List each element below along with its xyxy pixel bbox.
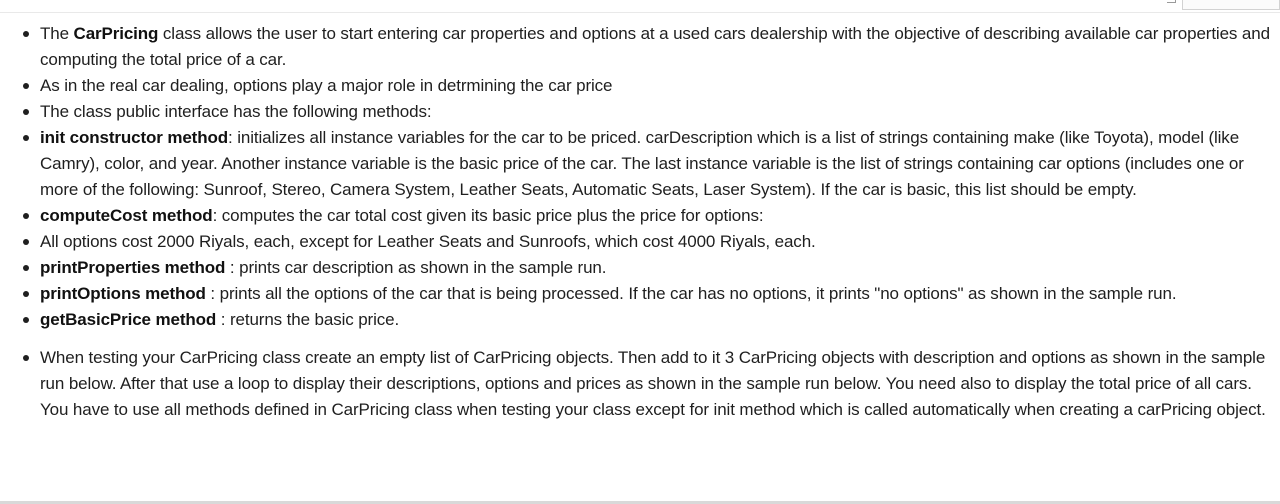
bullet-icon — [23, 109, 29, 115]
bullet-icon — [23, 291, 29, 297]
item-text: : prints all the options of the car that is being processed. If the car has no options, it prints "no options" as shown in the sample run. — [205, 284, 1177, 303]
bullet-icon — [23, 31, 29, 37]
item-term: printOptions method — [40, 284, 206, 303]
item-text: class allows the user to start entering car properties and options at a used cars dealership with the objective of describing available car properties and computing the total price of a car. — [40, 24, 1270, 69]
bullet-icon — [23, 213, 29, 219]
item-term: printProperties method — [40, 258, 226, 277]
bullet-icon — [23, 317, 29, 323]
item-text: : initializes all instance variables for the car to be priced. carDescription which is a list of strings containing make (like Toyota), model (like Camry), color, and year. Another instance variable is the basic price of the car. The last instance variable is the list of strings containing car options (includes one or more of the following: Sunroof, Stereo, Camera System, Leather Seats, Automatic Seats, Laser System). If the car is basic, this list should be empty. — [40, 128, 1244, 199]
item-text: : returns the basic price. — [216, 310, 400, 329]
document-body — [0, 21, 1280, 423]
list-item — [0, 255, 1280, 281]
bullet-list — [0, 21, 1280, 423]
list-item — [0, 125, 1280, 203]
item-text: : computes the car total cost given its basic price plus the price for options: — [212, 206, 764, 225]
bullet-icon — [23, 265, 29, 271]
list-item — [0, 307, 1280, 333]
item-text: All options cost 2000 Riyals, each, except for Leather Seats and Sunroofs, which cost 4000 Riyals, each. — [40, 232, 816, 251]
item-term: init constructor method — [40, 128, 229, 147]
bullet-icon — [23, 355, 29, 361]
list-item — [0, 73, 1280, 99]
list-item — [0, 99, 1280, 125]
item-term: getBasicPrice method — [40, 310, 217, 329]
item-text: : prints car description as shown in the sample run. — [225, 258, 607, 277]
list-item — [0, 21, 1280, 73]
list-item — [0, 345, 1280, 423]
item-text: The class public interface has the following methods: — [40, 102, 432, 121]
top-toolbar-strip — [0, 0, 1280, 13]
dropdown-arrow-icon[interactable] — [1167, 0, 1176, 3]
item-text: As in the real car dealing, options play a major role in detrmining the car price — [40, 76, 613, 95]
item-term: computeCost method — [40, 206, 213, 225]
toolbar-input[interactable] — [1182, 0, 1280, 10]
list-item — [0, 203, 1280, 229]
list-item — [0, 229, 1280, 255]
bullet-icon — [23, 83, 29, 89]
item-text: When testing your CarPricing class create an empty list of CarPricing objects. Then add to it 3 CarPricing objects with description and options as shown in the sample run below. After that use a loop to display their descriptions, options and prices as shown in the sample run below. You need also to display the total price of all cars. You have to use all methods defined in CarPricing class when testing your class except for init method which is called automatically when creating a carPricing object. — [40, 348, 1266, 419]
item-term: CarPricing — [73, 24, 159, 43]
bullet-icon — [23, 239, 29, 245]
bullet-icon — [23, 135, 29, 141]
list-item — [0, 281, 1280, 307]
item-prefix: The — [40, 24, 74, 43]
